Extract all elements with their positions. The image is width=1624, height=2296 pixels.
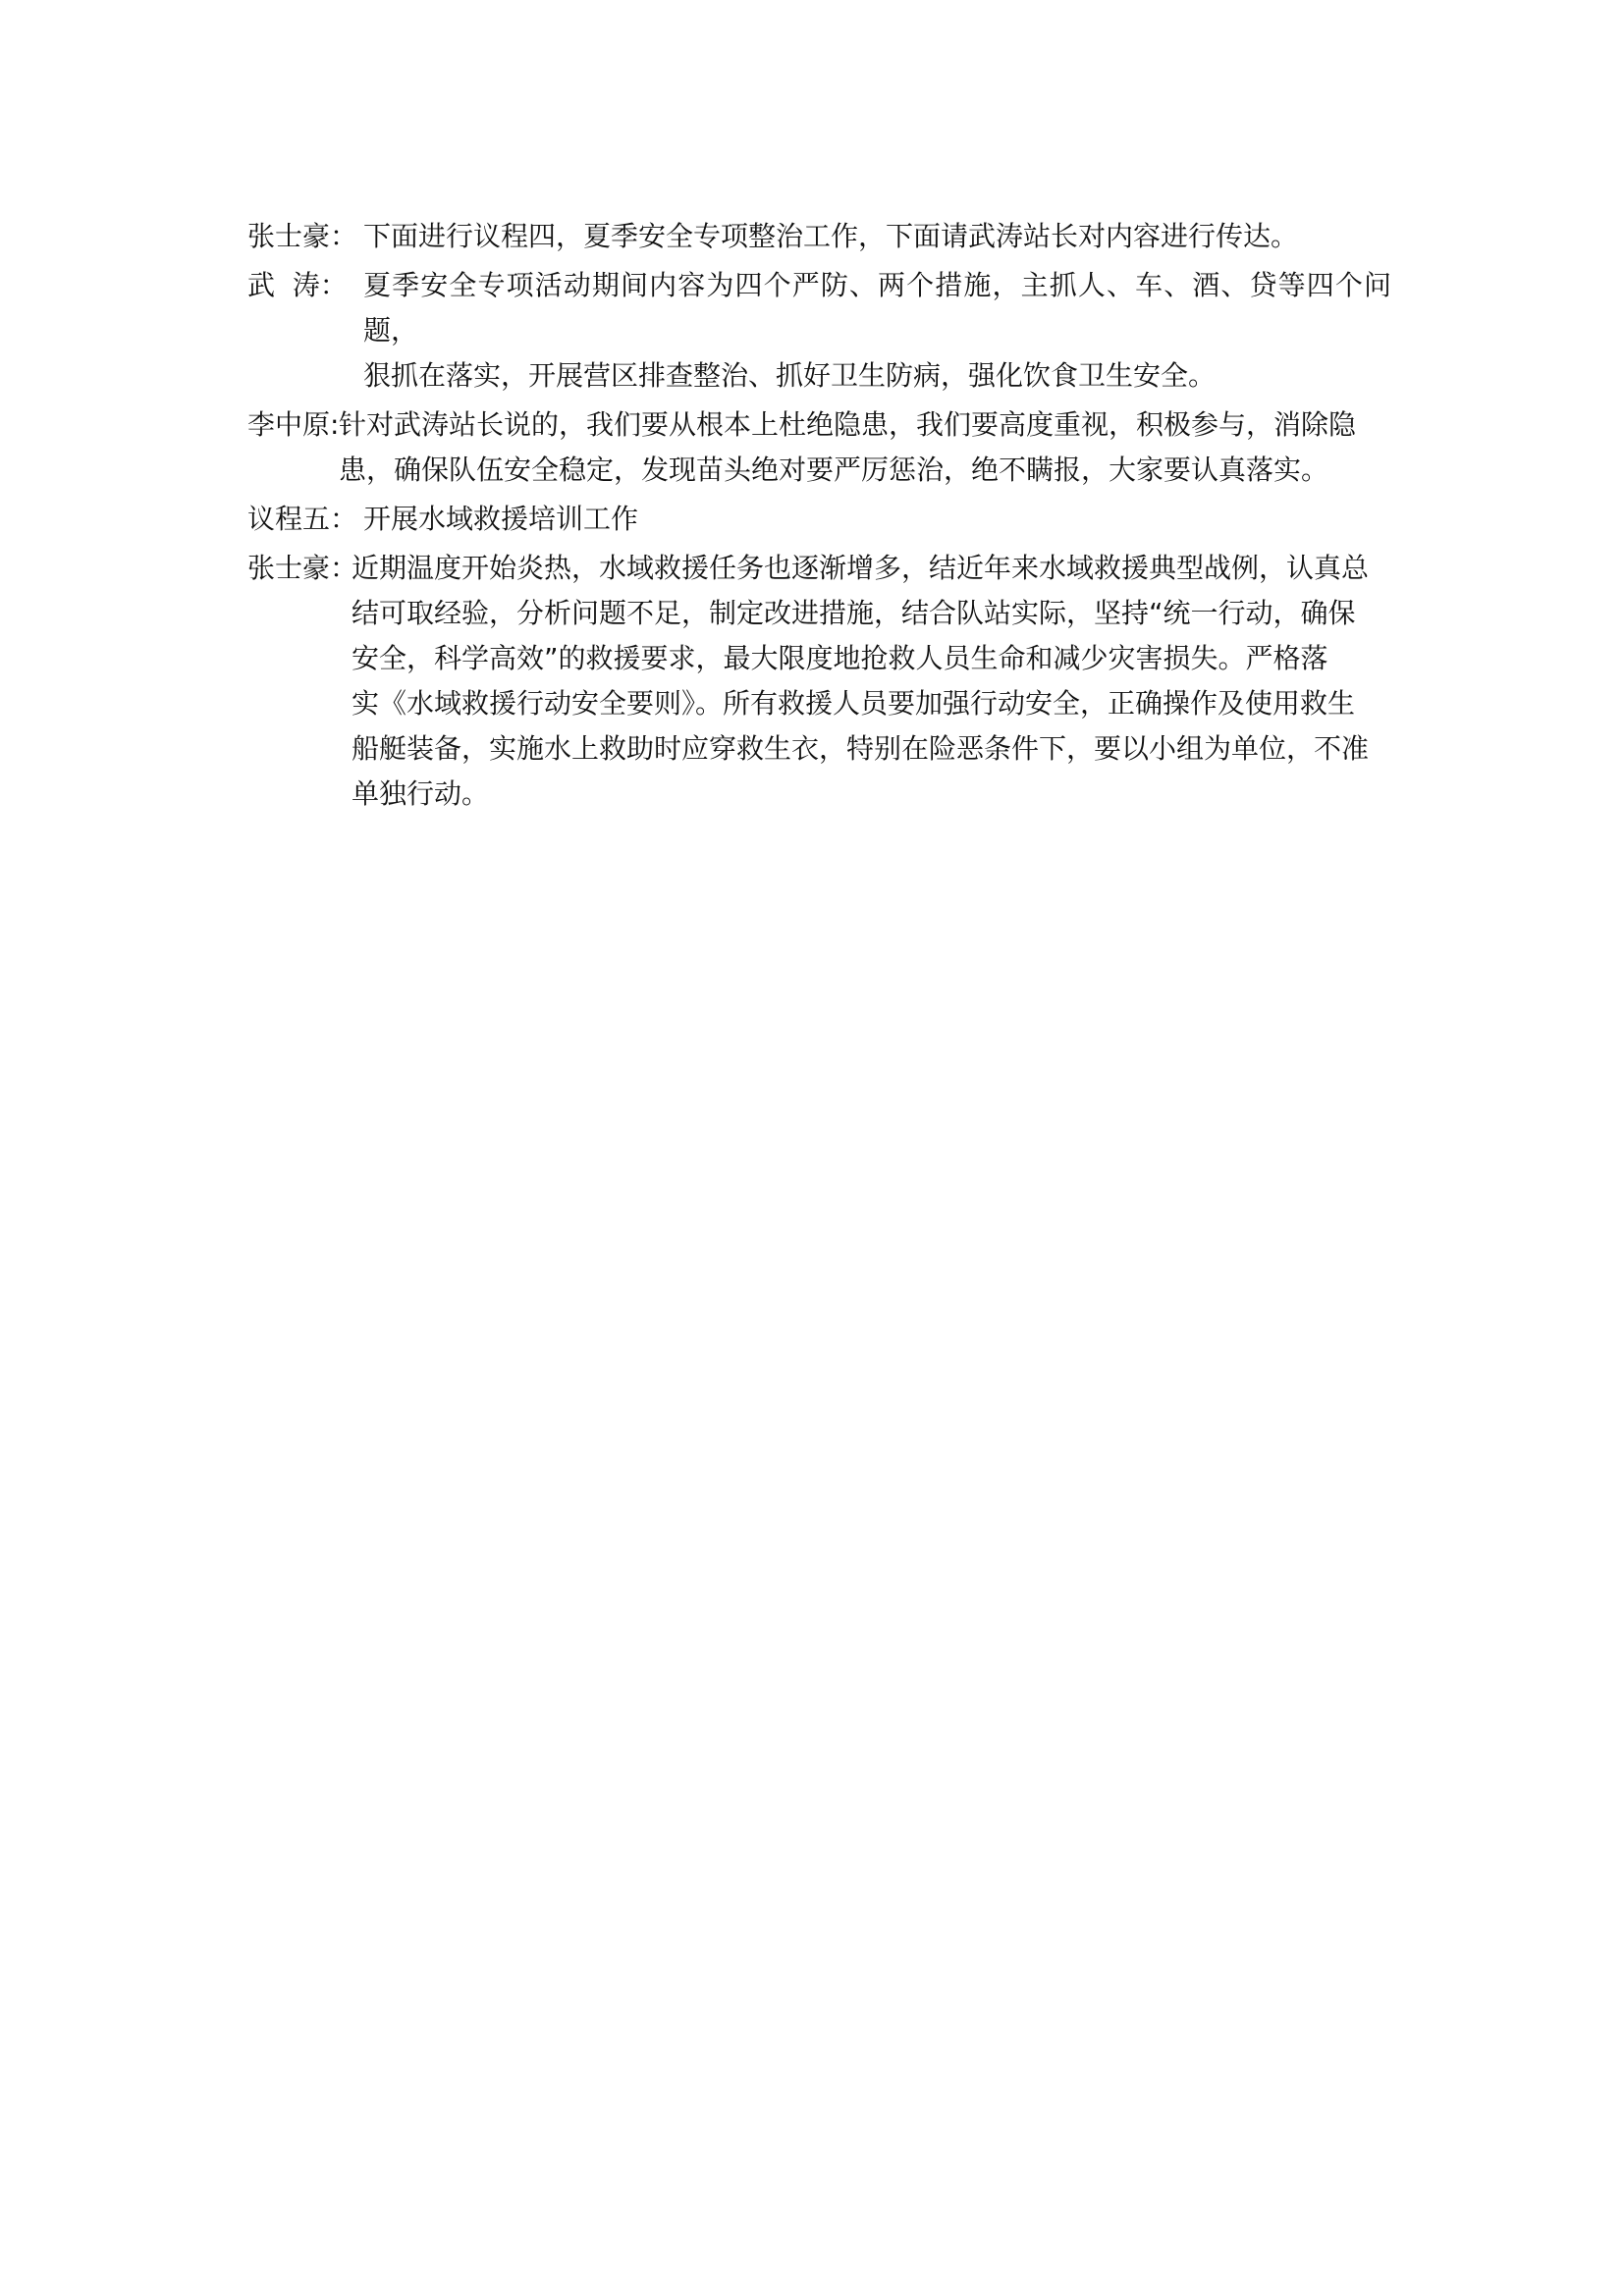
speech-line: 开展水域救援培训工作 (363, 503, 639, 535)
minutes-entry (247, 214, 1391, 259)
minutes-entry (247, 402, 1391, 493)
speech-line: 实《水域救援行动安全要则》。所有救援人员要加强行动安全，正确操作及使用救生 (352, 687, 1356, 720)
speech-line: 结可取经验，分析问题不足，制定改进措施，结合队站实际，坚持“统一行动，确保 (352, 597, 1356, 629)
speech-text (352, 546, 1391, 817)
agenda-item (247, 497, 1391, 542)
speaker-label: 张士豪： (247, 220, 358, 252)
speaker-label: 张士豪： (247, 552, 358, 584)
speaker-label: 李中原: (247, 408, 340, 441)
speech-line: 针对武涛站长说的，我们要从根本上杜绝隐患，我们要高度重视，积极参与，消除隐 (339, 408, 1357, 441)
speech-line: 近期温度开始炎热，水域救援任务也逐渐增多，结近年来水域救援典型战例，认真总 (352, 552, 1370, 584)
speech-line: 安全，科学高效”的救援要求，最大限度地抢救人员生命和减少灾害损失。严格落 (352, 642, 1328, 674)
speaker-label: 武 涛： (247, 269, 348, 301)
speech-line: 夏季安全专项活动期间内容为四个严防、两个措施，主抓人、车、酒、贷等四个问题， (363, 269, 1391, 347)
minutes-entry (247, 546, 1391, 817)
agenda-label: 议程五： (247, 503, 358, 535)
speech-text (339, 402, 1391, 493)
speech-text (363, 263, 1391, 399)
meeting-minutes-body (247, 214, 1391, 821)
speech-line: 船艇装备，实施水上救助时应穿救生衣，特别在险恶条件下，要以小组为单位，不准 (352, 732, 1370, 765)
speech-text (363, 214, 1391, 259)
speech-line: 下面进行议程四，夏季安全专项整治工作，下面请武涛站长对内容进行传达。 (363, 220, 1299, 252)
speech-line: 患，确保队伍安全稳定，发现苗头绝对要严厉惩治，绝不瞒报，大家要认真落实。 (339, 454, 1329, 486)
minutes-entry (247, 263, 1391, 399)
agenda-title (363, 497, 1391, 542)
speech-line: 单独行动。 (352, 777, 490, 810)
speech-line: 狠抓在落实，开展营区排查整治、抓好卫生防病，强化饮食卫生安全。 (363, 359, 1217, 392)
